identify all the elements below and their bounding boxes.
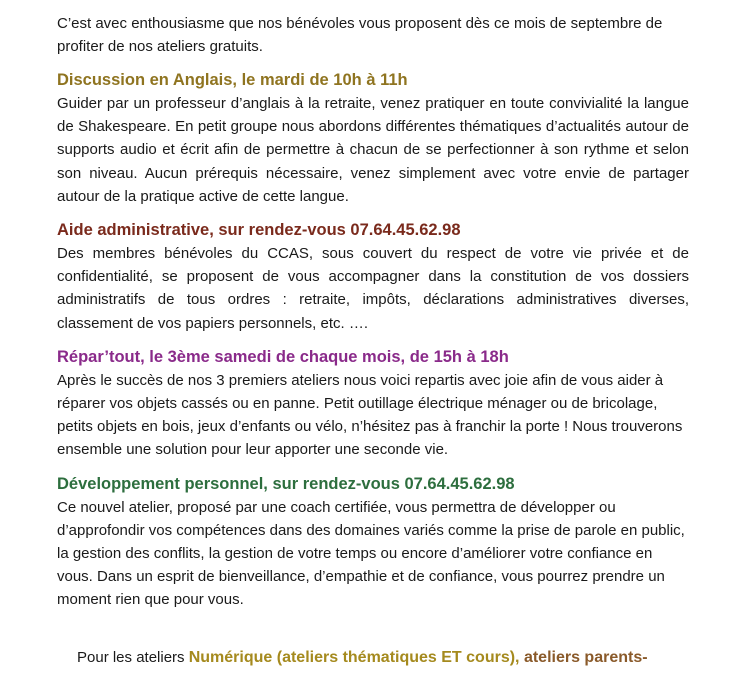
footer-line [77,646,717,669]
section-administrative-help [57,218,689,335]
footer-prefix: Pour les ateliers [77,649,189,666]
footer-numerique: Numérique [188,649,273,666]
footer-thematiques: ateliers thématiques ET cours [282,649,510,666]
section-body: Guider par un professeur d’anglais à la retraite, venez pratiquer en toute convivialité la langue de Shakespeare. En petit groupe nous abordons différentes thématiques d’actualités autour de supports audio et écrit afin de permettre à chacun de se perfectionner à son rythme et selon son niveau. Aucun prérequis nécessaire, venez simplement avec votre envie de partager autour de la pratique active de cette langue. [57,95,689,205]
section-body: Des membres bénévoles du CCAS, sous couvert du respect de votre vie privée et de confidentialité, se proposent de vous accompagner dans la constitution de vos dossiers administratifs de tous ordres : retraite, impôts, déclarations administratives diverses, classement de vos papiers personnels, etc. …. [57,245,689,332]
section-title: Développement personnel, sur rendez-vous 07.64.45.62.98 [57,474,515,493]
footer-paren-close: ), [509,649,524,666]
section-body: Ce nouvel atelier, proposé par une coach certifiée, vous permettra de développer ou d’approfondir vos compétences dans des domaines variés comme la prise de parole en public, la gestion des conflits, la gestion de votre temps ou encore d’améliorer votre confiance en vous. Dans un esprit de bienveillance, d’empathie et de confiance, vous pourrez prendre un moment rien que pour vous. [57,498,685,609]
section-title: Répar’tout, le 3ème samedi de chaque mois, de 15h à 18h [57,347,509,366]
section-title: Discussion en Anglais, le mardi de 10h à 11h [57,71,408,89]
intro-paragraph: C’est avec enthousiasme que nos bénévoles vous proposent dès ce mois de septembre de profiter de nos ateliers gratuits. [57,15,663,55]
section-title: Aide administrative, sur rendez-vous 07.64.45.62.98 [57,221,461,240]
section-body: Après le succès de nos 3 premiers ateliers nous voici repartis avec joie afin de vous aider à réparer vos objets cassés ou en panne. Petit outillage électrique ménager ou de bricolage, petits objets en bois, jeux d’enfants ou vélo, n’hésitez pas à franchir la porte ! Nous trouverons ensemble une solution pour leur apporter une seconde vie. [57,371,683,459]
section-repartout [57,345,689,462]
section-personal-development [57,472,689,612]
section-english-discussion [57,68,689,208]
footer-parents: ateliers parents- [523,649,648,666]
document-page [57,12,689,622]
footer-paren-open: ( [272,649,283,666]
